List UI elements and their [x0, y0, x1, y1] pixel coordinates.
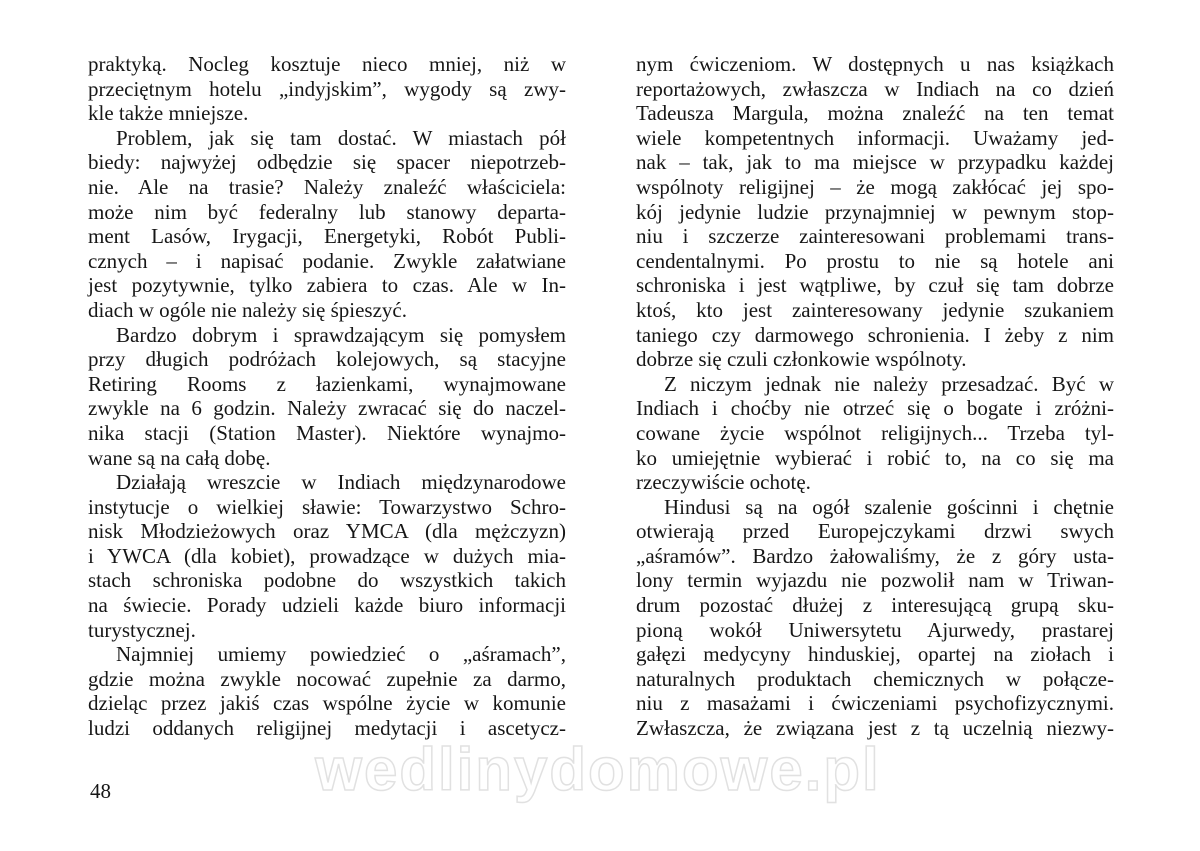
paragraph: [88, 470, 566, 642]
text-line: gałęzi medycyny hinduskiej, opartej na ziołach i: [636, 642, 1114, 667]
text-line: nisk Młodzieżowych oraz YMCA (dla mężczyzn): [88, 519, 566, 544]
text-line: dzieląc przez jakiś czas wspólne życie w komunie: [88, 691, 566, 716]
text-line: gdzie można zwykle nocować zupełnie za darmo,: [88, 666, 566, 691]
page-number: 48: [90, 779, 111, 803]
text-line: dobrze się czuli członkowie wspólnoty.: [636, 347, 967, 372]
text-line: kle także mniejsze.: [88, 101, 249, 126]
text-line: praktyką. Nocleg kosztuje nieco mniej, niż w: [88, 52, 566, 76]
text-line: jest pozytywnie, tylko zabiera to czas. Ale w In-: [88, 273, 566, 298]
text-line: przy długich podróżach kolejowych, są stacyjne: [88, 347, 566, 372]
text-line: ko umiejętnie wybierać i robić to, na co się ma: [636, 445, 1114, 470]
text-line: cendentalnymi. Po prostu to nie są hotele ani: [636, 248, 1114, 273]
text-line: nym ćwiczeniom. W dostępnych u nas książkach: [636, 52, 1114, 76]
text-line: turystycznej.: [88, 617, 196, 642]
paragraph: [88, 323, 566, 471]
text-line: drum pozostać dłużej z interesującą grupą sku-: [636, 593, 1114, 618]
right-text-column: [636, 52, 1114, 741]
text-line: cowane życie wspólnot religijnych... Trzeba tyl-: [636, 420, 1114, 445]
text-line: Działają wreszcie w Indiach międzynarodowe: [116, 470, 566, 495]
text-line: niu z masażami i ćwiczeniami psychofizycznymi.: [636, 691, 1114, 716]
text-line: ludzi oddanych religijnej medytacji i ascetycz-: [88, 716, 566, 741]
text-line: Bardzo dobrym i sprawdzającym się pomysłem: [116, 322, 566, 347]
text-line: nie. Ale na trasie? Należy znaleźć właściciela:: [88, 174, 566, 199]
text-line: Najmniej umiemy powiedzieć o „aśramach”,: [116, 642, 566, 667]
text-line: i YWCA (dla kobiet), prowadzące w dużych mia-: [88, 543, 566, 568]
text-line: diach w ogóle nie należy się śpieszyć.: [88, 297, 407, 322]
text-line: otwierają przed Europejczykami drzwi swych: [636, 519, 1114, 544]
paragraph: [88, 52, 566, 126]
text-line: przeciętnym hotelu „indyjskim”, wygody są zwy-: [88, 76, 566, 101]
text-line: wane są na całą dobę.: [88, 445, 271, 470]
text-line: nika stacji (Station Master). Niektóre wynajmo-: [88, 420, 566, 445]
text-line: kój jedynie ludzie przynajmniej w pewnym stop-: [636, 199, 1114, 224]
text-line: Tadeusza Margula, można znaleźć na ten temat: [636, 101, 1114, 126]
text-line: Zwłaszcza, że związana jest z tą uczelnią niezwy-: [636, 716, 1114, 741]
text-line: Indiach i choćby nie otrzeć się o bogate i zróżni-: [636, 396, 1114, 421]
text-line: instytucje o wielkiej sławie: Towarzystwo Schro-: [88, 494, 566, 519]
text-line: zwykle na 6 godzin. Należy zwracać się do naczel-: [88, 396, 566, 421]
text-line: cznych – i napisać podanie. Zwykle załatwiane: [88, 248, 566, 273]
text-line: może nim być federalny lub stanowy departa-: [88, 199, 566, 224]
text-line: naturalnych produktach chemicznych w połącze-: [636, 666, 1114, 691]
text-line: ktoś, kto jest zainteresowany jedynie szukaniem: [636, 297, 1114, 322]
text-line: wspólnoty religijnej – że mogą zakłócać jej spo-: [636, 174, 1114, 199]
text-line: Z niczym jednak nie należy przesadzać. Być w: [664, 371, 1114, 396]
paragraph: [88, 642, 566, 740]
text-line: „aśramów”. Bardzo żałowaliśmy, że z góry usta-: [636, 543, 1114, 568]
text-line: biedy: najwyżej odbędzie się spacer niepotrzeb-: [88, 150, 566, 175]
watermark-text: wedlinydomowe.pl: [315, 736, 881, 803]
text-line: Problem, jak się tam dostać. W miastach pół: [116, 125, 566, 150]
text-line: stach schroniska podobne do wszystkich takich: [88, 568, 566, 593]
watermark: [298, 732, 898, 812]
text-line: wiele kompetentnych informacji. Uważamy jed-: [636, 125, 1114, 150]
left-text-column: [88, 52, 566, 741]
paragraph: [636, 495, 1114, 741]
paragraph: [88, 126, 566, 323]
text-line: Retiring Rooms z łazienkami, wynajmowane: [88, 371, 566, 396]
text-line: pioną wokół Uniwersytetu Ajurwedy, prastarej: [636, 617, 1114, 642]
text-line: Hindusi są na ogół szalenie gościnni i chętnie: [664, 494, 1114, 519]
text-line: ment Lasów, Irygacji, Energetyki, Robót Publi-: [88, 224, 566, 249]
text-line: reportażowych, zwłaszcza w Indiach na co dzień: [636, 76, 1114, 101]
text-line: niu i szczerze zainteresowani problemami trans-: [636, 224, 1114, 249]
text-line: taniego czy darmowego schronienia. I żeby z nim: [636, 322, 1114, 347]
text-line: rzeczywiście ochotę.: [636, 470, 811, 495]
text-line: nak – tak, jak to ma miejsce w przypadku każdej: [636, 150, 1114, 175]
paragraph: [636, 372, 1114, 495]
text-line: na świecie. Porady udzieli każde biuro informacji: [88, 593, 566, 618]
paragraph: [636, 52, 1114, 372]
text-line: schroniska i jest wątpliwe, by czuł się tam dobrze: [636, 273, 1114, 298]
text-line: lony termin wyjazdu nie pozwolił nam w Triwan-: [636, 568, 1114, 593]
